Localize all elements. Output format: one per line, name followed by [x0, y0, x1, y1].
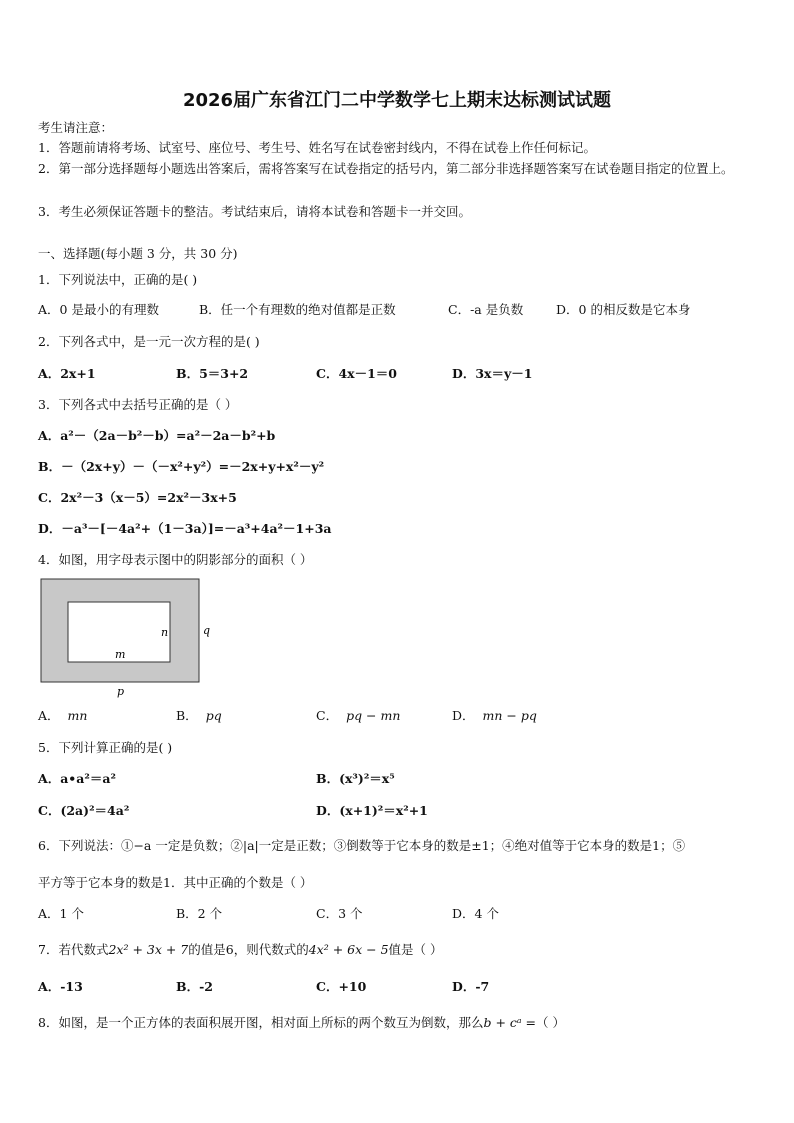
notice-item-1: 1．答题前请将考场、试室号、座位号、考生号、姓名写在试卷密封线内，不得在试卷上作任何标记。 [38, 140, 596, 155]
q7-stem-c: 值是（ ） [388, 942, 443, 957]
q1-stem: 1．下列说法中，正确的是( ) [38, 272, 198, 287]
q8-expr: b + cᵃ = [483, 1015, 537, 1030]
q2-option-c: C．4x－1＝0 [316, 366, 397, 381]
q6-line-2: 平方等于它本身的数是1．其中正确的个数是（ ） [38, 875, 313, 890]
q3-option-c: C．2x²－3（x－5）=2x²－3x+5 [38, 490, 237, 505]
q2-option-d: D．3x＝y－1 [452, 366, 533, 381]
q5-stem: 5．下列计算正确的是( ) [38, 740, 173, 755]
q7-option-b: B．-2 [176, 979, 213, 994]
q4-option-a-expr: mn [67, 708, 88, 723]
q4-option-a-label: A． [38, 708, 60, 723]
q4-rectangle-figure [40, 578, 220, 700]
q8-stem [38, 1015, 565, 1031]
q4-option-d [452, 708, 537, 724]
q6-line-1: 6．下列说法：①−a 一定是负数；②|a|一定是正数；③倒数等于它本身的数是±1；④绝对值等于它本身的数是1；⑤ [38, 838, 686, 853]
label-p: p [117, 685, 125, 698]
q6-option-b: B．2 个 [176, 906, 223, 921]
q5-option-a: A．a•a²＝a² [38, 771, 116, 786]
q3-stem: 3．下列各式中去括号正确的是（ ） [38, 397, 238, 412]
q4-option-d-expr: mn − pq [482, 708, 537, 723]
q1-option-a: A．0 是最小的有理数 [38, 302, 159, 317]
q6-option-d: D．4 个 [452, 906, 499, 921]
q7-expr-2: 4x² + 6x − 5 [308, 942, 389, 957]
q4-option-b-expr: pq [205, 708, 222, 723]
q3-option-d: D．－a³－[－4a²+（1－3a）]=－a³+4a²－1+3a [38, 521, 332, 536]
notice-item-2: 2．第一部分选择题每小题选出答案后，需将答案写在试卷指定的括号内，第二部分非选择题答案写在试卷题目指定的位置上。 [38, 161, 734, 176]
q7-option-a: A．-13 [38, 979, 83, 994]
q7-stem-b: 的值是6，则代数式的 [188, 942, 309, 957]
label-m: m [115, 648, 126, 661]
q7-stem-a: 7．若代数式 [38, 942, 109, 957]
section-heading: 一、选择题(每小题 3 分，共 30 分) [38, 246, 238, 261]
notice-heading: 考生请注意： [38, 120, 114, 135]
q4-stem: 4．如图，用字母表示图中的阴影部分的面积（ ） [38, 552, 313, 567]
q1-option-b: B．任一个有理数的绝对值都是正数 [199, 302, 396, 317]
q4-option-a [38, 708, 87, 724]
q4-option-b [176, 708, 222, 724]
q2-option-a: A．2x+1 [38, 366, 96, 381]
q7-option-c: C．+10 [316, 979, 367, 994]
q4-option-c [316, 708, 400, 724]
q6-option-c: C．3 个 [316, 906, 363, 921]
q4-option-c-expr: pq − mn [346, 708, 401, 723]
q2-option-b: B．5＝3+2 [176, 366, 249, 381]
notice-item-3: 3．考生必须保证答题卡的整洁。考试结束后，请将本试卷和答题卡一并交回。 [38, 204, 471, 219]
q4-option-d-label: D． [452, 708, 475, 723]
q6-option-a: A．1 个 [38, 906, 84, 921]
q7-option-d: D．-7 [452, 979, 490, 994]
label-q: q [203, 624, 211, 637]
q4-option-c-label: C． [316, 708, 339, 723]
q1-option-c: C．-a 是负数 [448, 302, 524, 317]
q7-stem [38, 942, 443, 958]
q5-option-b: B．(x³)²＝x⁵ [316, 771, 395, 786]
q3-option-b: B．－（2x+y）－（－x²+y²）=－2x+y+x²－y² [38, 459, 325, 474]
q8-stem-a: 8．如图，是一个正方体的表面积展开图，相对面上所标的两个数互为倒数，那么 [38, 1015, 484, 1030]
q2-stem: 2．下列各式中，是一元一次方程的是( ) [38, 334, 260, 349]
q5-option-d: D．(x+1)²＝x²+1 [316, 803, 428, 818]
label-n: n [161, 626, 169, 639]
q8-stem-b: （ ） [536, 1015, 566, 1030]
q3-option-a: A．a²－（2a－b²－b）=a²－2a－b²+b [38, 428, 276, 443]
page-title: 2026届广东省江门二中学数学七上期末达标测试试题 [182, 90, 612, 111]
q5-option-c: C．(2a)²＝4a² [38, 803, 130, 818]
q1-option-d: D．0 的相反数是它本身 [556, 302, 691, 317]
q4-option-b-label: B． [176, 708, 198, 723]
q7-expr-1: 2x² + 3x + 7 [108, 942, 189, 957]
